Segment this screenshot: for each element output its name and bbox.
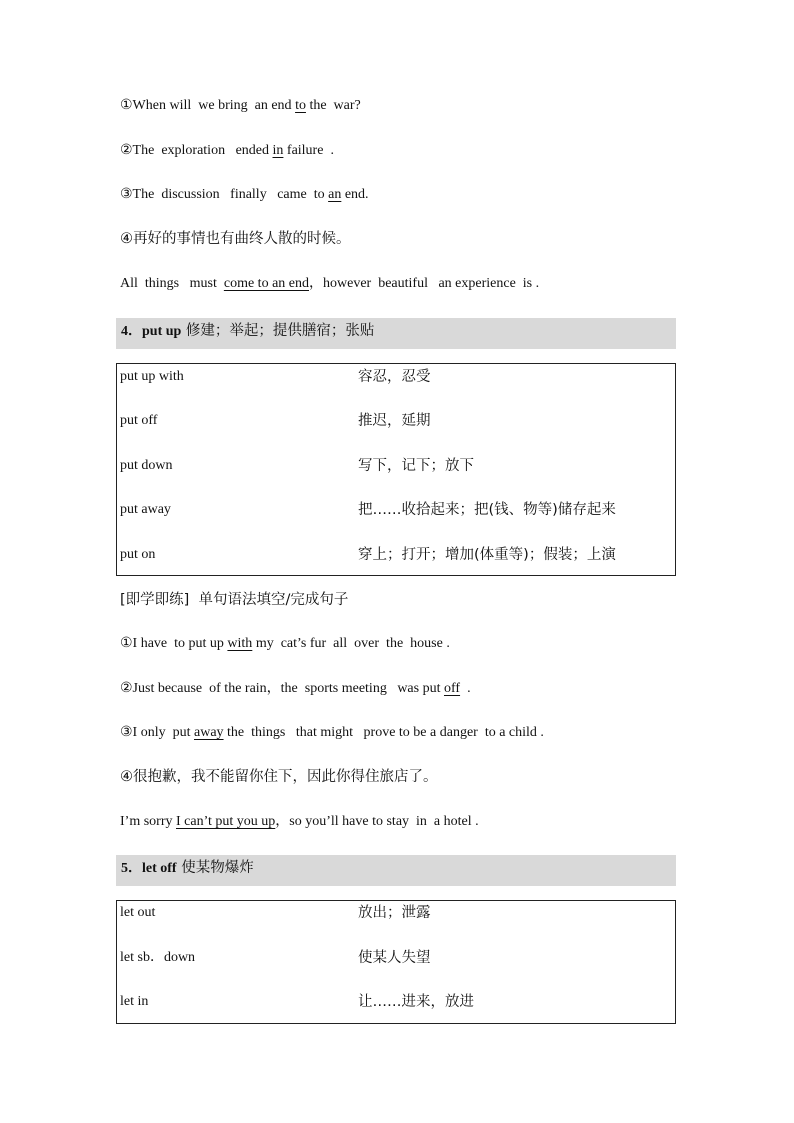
answer-blank: with (227, 636, 253, 651)
example-sentence-4-chinese: ④再好的事情也有曲终人散的时候。 (120, 231, 351, 247)
table-row: put away 把……收拾起来；把(钱、物等)储存起来 (120, 502, 616, 518)
table-row: let in 让……进来，放进 (120, 994, 474, 1010)
practice-question-3: ③I only put away the things that might prove to be a danger to a child . (120, 725, 544, 740)
table-row: put down 写下，记下；放下 (120, 458, 474, 474)
practice-question-1: ①I have to put up with my cat’s fur all over the house . (120, 636, 450, 651)
section-4-phrase: 4．put up (121, 324, 182, 339)
practice-heading: [即学即练] 单句语法填空/完成句子 (120, 592, 349, 608)
practice-question-4-translation: I’m sorry I can’t put you up，so you’ll have to stay in a hotel . (120, 814, 479, 829)
section-5-phrase: 5．let off (121, 861, 177, 876)
answer-blank: in (272, 143, 284, 158)
section-4-meaning: 修建；举起；提供膳宿；张贴 (181, 323, 375, 339)
answer-blank: I can’t put you up (176, 814, 276, 829)
table-row: put up with 容忍，忍受 (120, 369, 431, 385)
example-sentence-1: ①When will we bring an end to the war? (120, 98, 361, 113)
example-sentence-2: ②The exploration ended in failure . (120, 143, 334, 158)
phrase-table-put (116, 363, 676, 576)
table-row: let out 放出；泄露 (120, 905, 431, 921)
example-sentence-4-translation: All things must come to an end，however beautiful an experience is . (120, 276, 540, 291)
table-row: let sb．down 使某人失望 (120, 950, 431, 966)
answer-blank: off (443, 681, 461, 696)
answer-blank: come to an end (223, 276, 309, 291)
answer-blank: to (295, 98, 306, 113)
table-row: put on 穿上；打开；增加(体重等)；假装；上演 (120, 547, 616, 563)
section-4-header (116, 318, 676, 349)
answer-blank: an (328, 187, 342, 202)
practice-question-4-chinese: ④很抱歉，我不能留你住下，因此你得住旅店了。 (120, 769, 438, 785)
example-sentence-3: ③The discussion finally came to an end. (120, 187, 369, 202)
table-row: put off 推迟，延期 (120, 413, 431, 429)
phrase-table-let (116, 900, 676, 1024)
section-5-meaning: 使某物爆炸 (176, 860, 254, 876)
section-5-header (116, 855, 676, 886)
answer-blank: away (194, 725, 224, 740)
practice-question-2: ②Just because of the rain，the sports meeting was put off . (120, 681, 471, 696)
